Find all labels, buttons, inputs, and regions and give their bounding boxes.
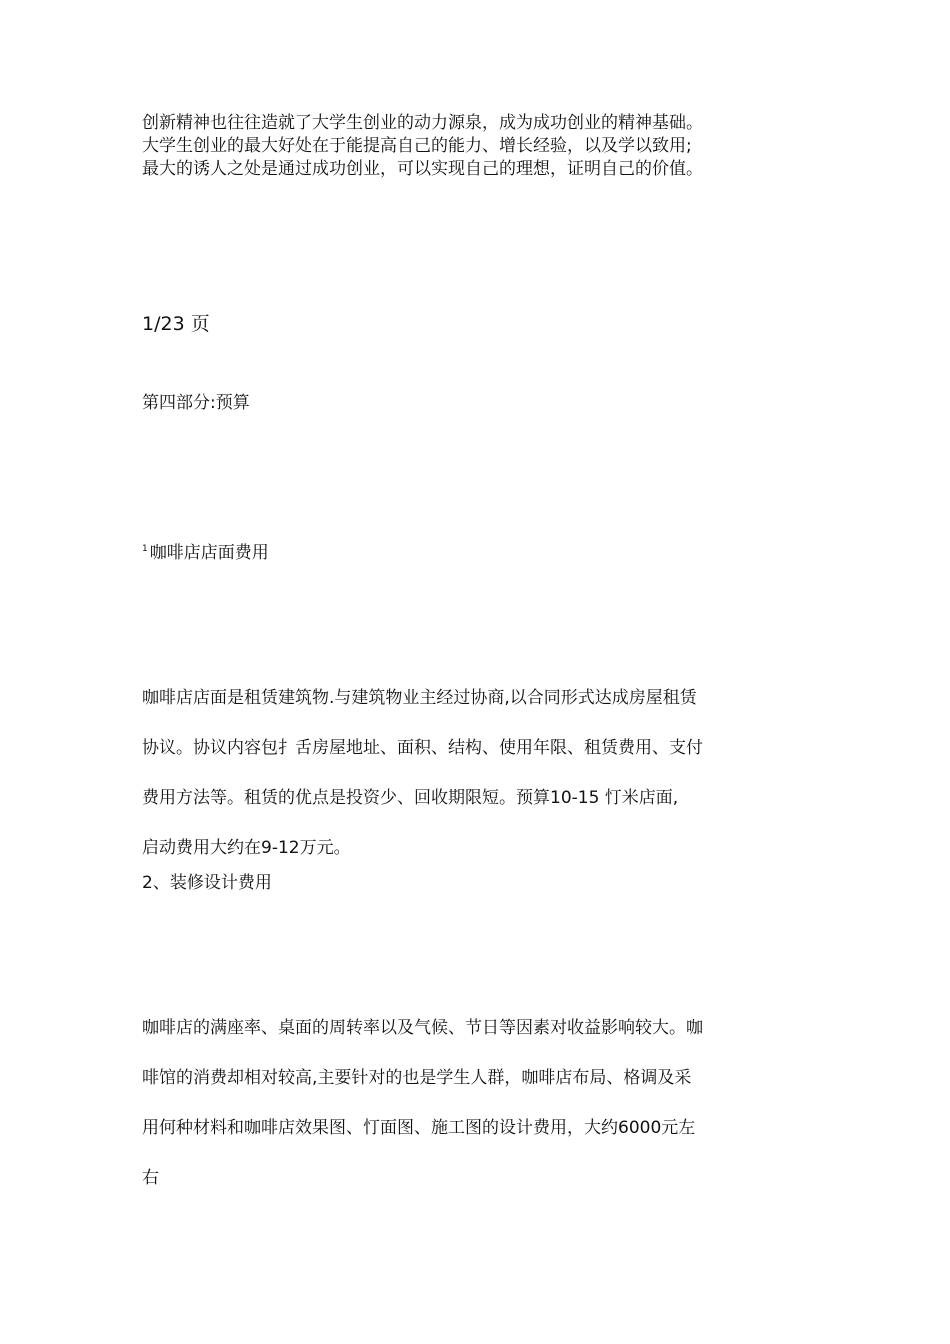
item1-heading (142, 541, 822, 565)
item1-line: 费用方法等。租赁的优点是投资少、回收期限短。预算10-15 忊米店面, (142, 788, 679, 808)
item2-line: 用何种材料和咖啡店效果图、忊面图、施工图的设计费用，大约6000元左 (142, 1118, 696, 1138)
item1-line: 协议。协议内容包扌舌房屋地址、面积、结构、使用年限、租赁费用、支付 (142, 738, 703, 758)
item2-line: 啡馆的消费却相对较高,主要针对的也是学生人群，咖啡店布局、格调及采 (142, 1068, 692, 1088)
item2-paragraph (142, 1003, 822, 1203)
intro-line: 创新精神也往往造就了大学生创业的动力源泉，成为成功创业的精神基础。 (142, 113, 703, 133)
item2-heading: 2、装修设计费用 (142, 873, 272, 893)
intro-line: 最大的诱人之处是通过成功创业，可以实现自己的理想，证明自己的价值。 (142, 159, 703, 179)
item1-paragraph (142, 673, 822, 873)
page-number: 1/23 页 (142, 313, 210, 335)
item1-marker: 1 (142, 544, 148, 555)
item1-line: 咖啡店店面是租赁建筑物.与建筑物业主经过协商,以合同形式达成房屋租赁 (142, 688, 697, 708)
item1-title: 咖啡店店面费用 (149, 543, 269, 563)
item1-line: 启动费用大约在9-12万元。 (142, 838, 351, 858)
section-title: 第四部分:预算 (142, 393, 250, 413)
intro-paragraph (142, 112, 822, 181)
item2-line: 右 (142, 1168, 159, 1188)
intro-line: 大学生创业的最大好处在于能提高自己的能力、增长经验，以及学以致用; (142, 136, 692, 156)
item2-line: 咖啡店的满座率、桌面的周转率以及气候、节日等因素对收益影响较大。咖 (142, 1018, 703, 1038)
